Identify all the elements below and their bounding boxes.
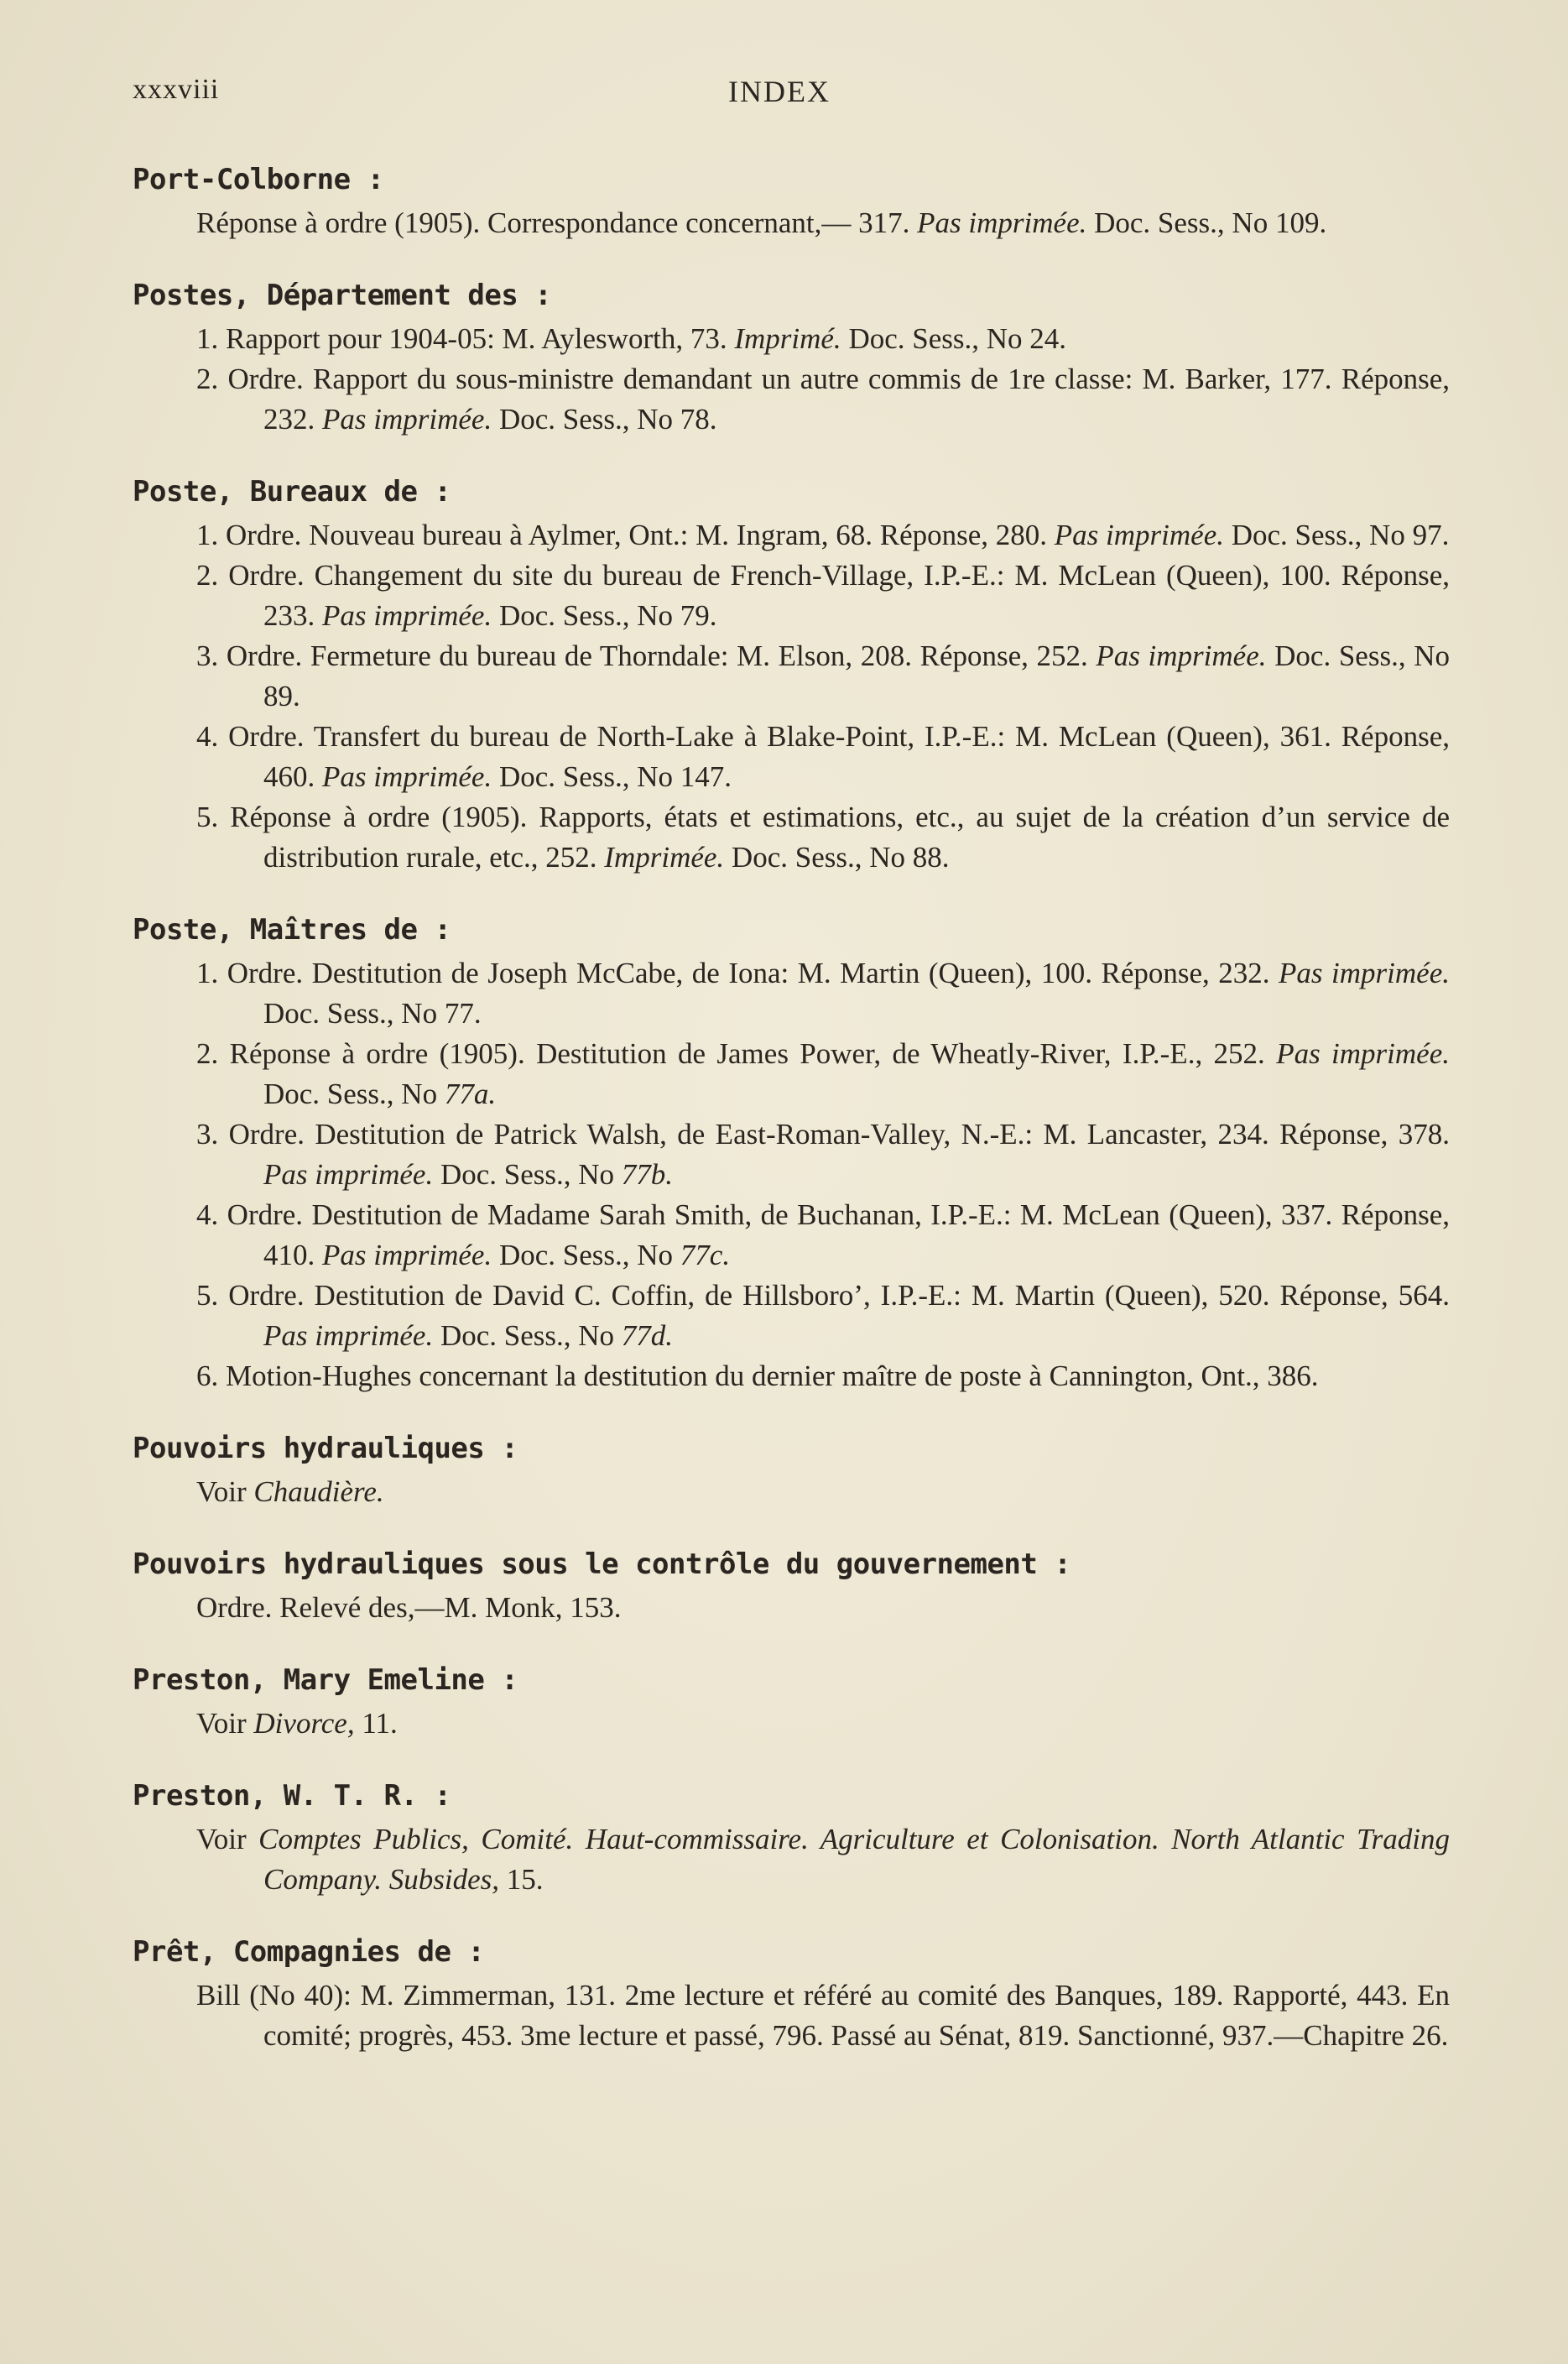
entry-text: Doc. Sess., No: [433, 1319, 622, 1352]
index-section: [133, 275, 1450, 440]
entry-number: 1.: [196, 957, 219, 989]
entry-number: 1.: [196, 322, 219, 355]
index-entry: [133, 1704, 1450, 1744]
italic-text: Pas imprimée.: [322, 403, 492, 436]
entry-number: 4.: [196, 1198, 219, 1231]
entry-text: Doc. Sess., No 97.: [1224, 519, 1450, 551]
index-entry: [133, 556, 1450, 636]
index-entry: [133, 359, 1450, 440]
italic-text: Chaudière.: [253, 1475, 384, 1508]
index-entry: [133, 1034, 1450, 1114]
index-entry: [133, 1472, 1450, 1512]
italic-text: Pas imprimée.: [1276, 1037, 1450, 1070]
entry-text: Réponse à ordre (1905). Destitution de James Power, de Wheatly-River, I.P.-E., 252.: [229, 1037, 1277, 1070]
index-entry: [133, 1356, 1450, 1396]
entry-text: Doc. Sess., No 24.: [841, 322, 1067, 355]
entry-text: Doc. Sess., No 147.: [492, 760, 732, 793]
entry-text: Ordre. Rapport du sous-ministre demandant un autre commis de 1re classe: M. Barker, 177. Réponse, 232.: [227, 363, 1451, 436]
entry-text: Ordre. Fermeture du bureau de Thorndale: M. Elson, 208. Réponse, 252.: [226, 639, 1097, 672]
italic-text: Pas imprimée.: [1279, 957, 1450, 989]
entry-text: Doc. Sess., No 109.: [1086, 206, 1327, 239]
section-heading: Poste, Maîtres de :: [133, 913, 451, 947]
index-entry: [133, 1114, 1450, 1195]
italic-text: Divorce,: [253, 1707, 355, 1740]
index-entry: [133, 717, 1450, 797]
entry-text: Voir: [196, 1823, 259, 1855]
entry-text: Doc. Sess., No: [492, 1239, 680, 1271]
entry-text: Ordre. Destitution de Patrick Walsh, de East-Roman-Valley, N.-E.: M. Lancaster, 234. Réponse, 378.: [228, 1118, 1451, 1151]
italic-text: Pas imprimée.: [1096, 639, 1267, 672]
entry-text: Doc. Sess., No 77.: [263, 997, 482, 1030]
italic-text: Pas imprimée.: [263, 1319, 434, 1352]
entry-text: Voir: [196, 1707, 254, 1740]
entry-text: Voir: [196, 1475, 254, 1508]
index-entry: [133, 636, 1450, 717]
entry-number: 6.: [196, 1359, 219, 1392]
index-entry: [133, 1276, 1450, 1356]
index-section: [133, 1776, 1450, 1900]
section-heading: Postes, Département des :: [133, 279, 552, 312]
entry-number: 3.: [196, 1118, 219, 1151]
section-heading: Port-Colborne :: [133, 163, 384, 196]
italic-text: 77b.: [621, 1158, 674, 1191]
italic-text: Pas imprimée.: [1054, 519, 1224, 551]
entry-text: Doc. Sess., No 79.: [492, 599, 717, 632]
section-heading: Pouvoirs hydrauliques sous le contrôle du gouvernement :: [133, 1547, 1071, 1581]
entry-text: Bill (No 40): M. Zimmerman, 131. 2me lecture et référé au comité des Banques, 189. Rapporté, 443. En comité; progrès, 453. 3me lecture et passé, 796. Passé au Sénat, 819. Sanctionné, 937.—Chapitre 26.: [196, 1979, 1450, 2052]
index-content: [133, 159, 1450, 2088]
italic-text: Pas imprimée.: [263, 1158, 434, 1191]
entry-text: Doc. Sess., No 89.: [263, 639, 1450, 712]
entry-text: Doc. Sess., No 88.: [724, 841, 950, 874]
entry-number: 1.: [196, 519, 219, 551]
index-entry: [133, 797, 1450, 878]
entry-text: Doc. Sess., No: [433, 1158, 622, 1191]
index-section: [133, 1544, 1450, 1628]
index-entry: [133, 319, 1450, 359]
entry-number: 5.: [196, 1279, 219, 1312]
entry-text: 15.: [498, 1863, 544, 1896]
italic-text: Pas imprimée.: [917, 206, 1087, 239]
index-entry: [133, 1975, 1450, 2056]
section-heading: Prêt, Compagnies de :: [133, 1935, 485, 1969]
index-section: [133, 1932, 1450, 2056]
entry-text: Ordre. Destitution de Madame Sarah Smith, de Buchanan, I.P.-E.: M. McLean (Queen), 337. Réponse, 410.: [227, 1198, 1450, 1271]
italic-text: Imprimé.: [734, 322, 841, 355]
page-number: xxxviii: [133, 74, 220, 105]
italic-text: Pas imprimée.: [322, 599, 492, 632]
italic-text: 77c.: [680, 1239, 731, 1271]
entry-number: 5.: [196, 801, 219, 833]
entry-text: Rapport pour 1904-05: M. Aylesworth, 73.: [226, 322, 735, 355]
index-entry: [133, 515, 1450, 556]
section-heading: Poste, Bureaux de :: [133, 475, 451, 509]
entry-text: Ordre. Destitution de Joseph McCabe, de Iona: M. Martin (Queen), 100. Réponse, 232.: [227, 957, 1279, 989]
entry-text: Motion-Hughes concernant la destitution du dernier maître de poste à Cannington, Ont., 386.: [226, 1359, 1319, 1392]
entry-text: Doc. Sess., No 78.: [492, 403, 717, 436]
entry-number: 2.: [196, 1037, 219, 1070]
index-section: [133, 1660, 1450, 1744]
italic-text: Pas imprimée.: [322, 1239, 492, 1271]
index-entry: [133, 1588, 1450, 1628]
entry-text: Réponse à ordre (1905). Rapports, états et estimations, etc., au sujet de la création d’un service de distribution rurale, etc., 252.: [230, 801, 1450, 874]
italic-text: 77a.: [444, 1078, 497, 1110]
italic-text: Pas imprimée.: [322, 760, 492, 793]
entry-number: 4.: [196, 720, 219, 753]
entry-text: Doc. Sess., No: [263, 1078, 445, 1110]
index-section: [133, 1428, 1450, 1512]
index-entry: [133, 203, 1450, 243]
entry-number: 2.: [196, 363, 219, 395]
index-section: [133, 472, 1450, 878]
entry-text: Ordre. Transfert du bureau de North-Lake à Blake-Point, I.P.-E.: M. McLean (Queen), 361. Réponse, 460.: [228, 720, 1451, 793]
section-heading: Pouvoirs hydrauliques :: [133, 1432, 518, 1465]
entry-text: 11.: [354, 1707, 398, 1740]
section-heading: Preston, Mary Emeline :: [133, 1663, 518, 1697]
italic-text: 77d.: [621, 1319, 674, 1352]
index-entry: [133, 953, 1450, 1034]
entry-text: Ordre. Destitution de David C. Coffin, de Hillsboro’, I.P.-E.: M. Martin (Queen), 520. Réponse, 564.: [228, 1279, 1450, 1312]
index-section: [133, 910, 1450, 1396]
entry-number: 3.: [196, 639, 219, 672]
section-heading: Preston, W. T. R. :: [133, 1779, 451, 1813]
italic-text: Comptes Publics, Comité. Haut-commissaire. Agriculture et Colonisation. North Atlantic Trading Company. Subsides,: [258, 1823, 1450, 1896]
index-section: [133, 159, 1450, 243]
entry-text: Ordre. Nouveau bureau à Aylmer, Ont.: M. Ingram, 68. Réponse, 280.: [226, 519, 1055, 551]
entry-text: Ordre. Changement du site du bureau de French-Village, I.P.-E.: M. McLean (Queen), 100. Réponse, 233.: [228, 559, 1450, 632]
running-head: INDEX: [728, 75, 831, 108]
entry-number: 2.: [196, 559, 219, 592]
entry-text: Réponse à ordre (1905). Correspondance concernant,— 317.: [196, 206, 918, 239]
index-entry: [133, 1819, 1450, 1900]
italic-text: Imprimée.: [604, 841, 725, 874]
entry-text: Ordre. Relevé des,—M. Monk, 153.: [196, 1591, 622, 1624]
page-header: [133, 74, 1441, 116]
index-entry: [133, 1195, 1450, 1276]
